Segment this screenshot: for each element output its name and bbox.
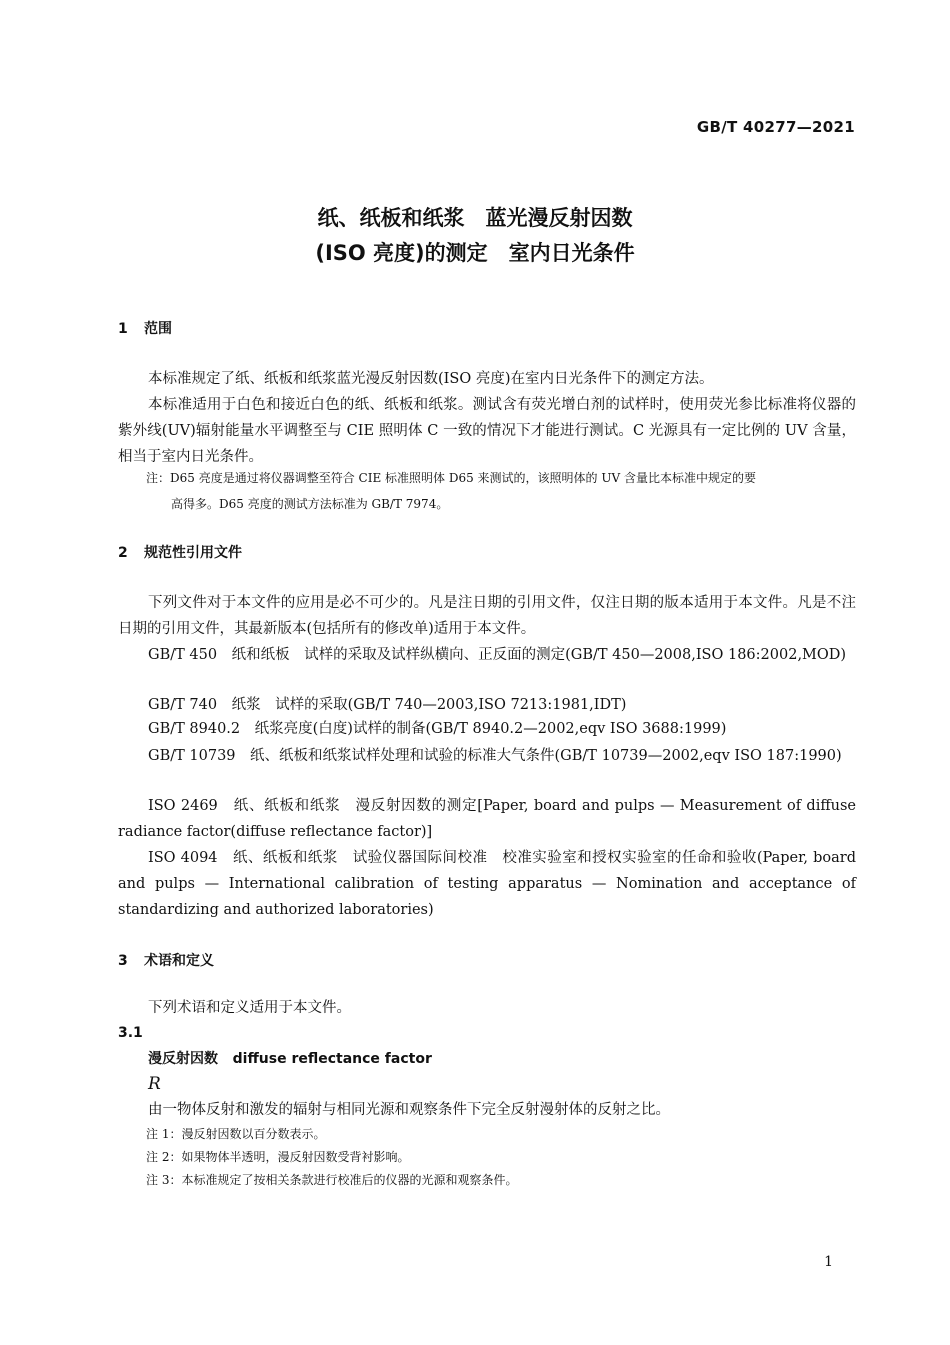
section-1-heading xyxy=(118,318,172,338)
term-symbol: R xyxy=(148,1074,161,1094)
section-2-intro: 下列文件对于本文件的应用是必不可少的。凡是注日期的引用文件，仅注日期的版本适用于本文件。凡是不注日期的引用文件，其最新版本(包括所有的修改单)适用于本文件。 xyxy=(118,595,856,637)
reference-item: GB/T 740 纸浆 试样的采取(GB/T 740—2003,ISO 7213:1981,IDT) xyxy=(148,697,627,713)
section-2-heading xyxy=(118,542,242,562)
section-1-paragraph-1: 本标准规定了纸、纸板和纸浆蓝光漫反射因数(ISO 亮度)在室内日光条件下的测定方法。 xyxy=(148,371,714,387)
section-3-heading xyxy=(118,950,214,970)
reference-item: GB/T 8940.2 纸浆亮度(白度)试样的制备(GB/T 8940.2—2002,eqv ISO 3688:1999) xyxy=(148,721,727,737)
reference-item: ISO 2469 纸、纸板和纸浆 漫反射因数的测定[Paper, board and pulps — Measurement of diffuse radiance factor(diffuse reflectance factor)] xyxy=(118,798,856,840)
document-title-line-2: (ISO 亮度)的测定 室内日光条件 xyxy=(315,241,635,265)
term-note-2: 注 2：如果物体半透明，漫反射因数受背衬影响。 xyxy=(146,1150,410,1164)
term-definition: 由一物体反射和激发的辐射与相同光源和观察条件下完全反射漫射体的反射之比。 xyxy=(148,1102,670,1118)
section-number: 3 xyxy=(118,953,128,969)
page-number: 1 xyxy=(824,1254,833,1270)
reference-item: GB/T 450 纸和纸板 试样的采取及试样纵横向、正反面的测定(GB/T 450—2008,ISO 186:2002,MOD) xyxy=(148,647,847,663)
term-note-3: 注 3：本标准规定了按相关条款进行校准后的仪器的光源和观察条件。 xyxy=(146,1173,518,1187)
section-1-note-line-2: 高得多。D65 亮度的测试方法标准为 GB/T 7974。 xyxy=(171,497,449,511)
section-title: 术语和定义 xyxy=(144,953,214,969)
reference-item: GB/T 10739 纸、纸板和纸浆试样处理和试验的标准大气条件(GB/T 10739—2002,eqv ISO 187:1990) xyxy=(148,748,842,764)
section-title: 规范性引用文件 xyxy=(144,545,242,561)
section-3-intro: 下列术语和定义适用于本文件。 xyxy=(148,1000,351,1016)
term-chinese: 漫反射因数 xyxy=(148,1051,218,1067)
term-note-1: 注 1：漫反射因数以百分数表示。 xyxy=(146,1127,326,1141)
term-entry xyxy=(148,1046,886,1072)
reference-item: ISO 4094 纸、纸板和纸浆 试验仪器国际间校准 校准实验室和授权实验室的任命和验收(Paper, board and pulps — International calibration of testing apparatus — Nomination and acceptance of standardizing and authorized laboratories) xyxy=(118,850,856,918)
section-1-paragraph-2: 本标准适用于白色和接近白色的纸、纸板和纸浆。测试含有荧光增白剂的试样时，使用荧光参比标准将仪器的紫外线(UV)辐射能量水平调整至与 CIE 照明体 C 一致的情况下才能进行测试。C 光源具有一定比例的 UV 含量，相当于室内日光条件。 xyxy=(118,397,856,465)
section-1-note-line-1: 注：D65 亮度是通过将仪器调整至符合 CIE 标准照明体 D65 来测试的，该照明体的 UV 含量比本标准中规定的要 xyxy=(146,471,756,485)
section-title: 范围 xyxy=(144,321,172,337)
standard-number: GB/T 40277—2021 xyxy=(696,118,855,136)
term-number: 3.1 xyxy=(118,1025,143,1041)
term-english: diffuse reflectance factor xyxy=(232,1051,432,1067)
section-number: 2 xyxy=(118,545,128,561)
section-number: 1 xyxy=(118,321,128,337)
document-title-line-1: 纸、纸板和纸浆 蓝光漫反射因数 xyxy=(317,206,633,230)
